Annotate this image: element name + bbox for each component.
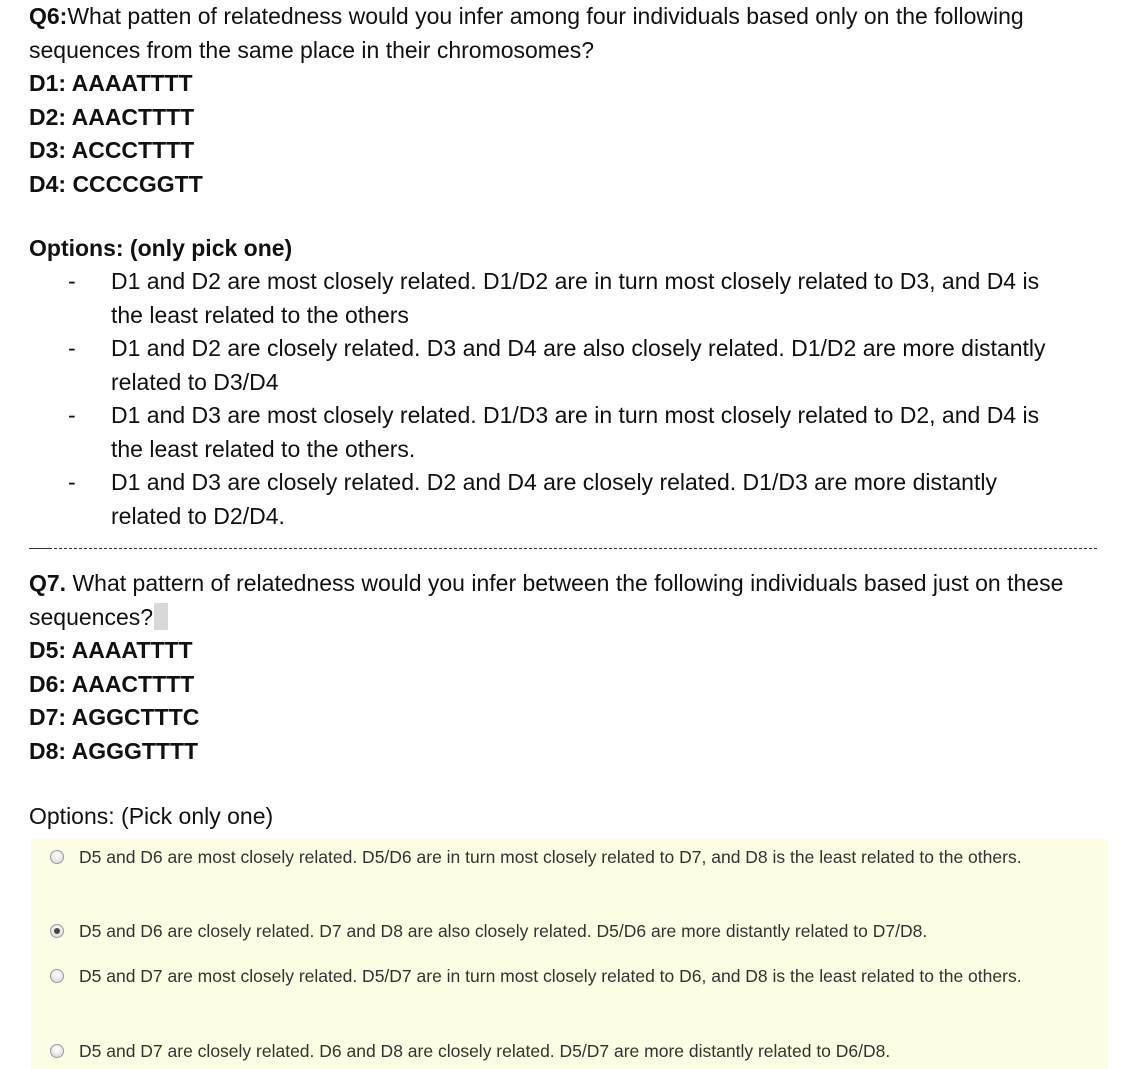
bullet-dash: - (68, 268, 76, 294)
sequence-d8: D8: AGGGTTTT (29, 737, 199, 764)
radio-option-label[interactable]: D5 and D7 are most closely related. D5/D7 are in turn most closely related to D6, and D8 is the least related to the others. (79, 966, 1022, 986)
question-6-body: What patten of relatedness would you infer among four individuals based only on the following sequences from the same place in their chromosomes? (29, 3, 1024, 63)
question-6-options-heading: Options: (only pick one) (29, 235, 293, 261)
radio-option-label[interactable]: D5 and D6 are most closely related. D5/D6 are in turn most closely related to D7, and D8 is the least related to the others. (79, 847, 1022, 867)
question-6-options-list (68, 265, 1068, 533)
sequence-d7: D7: AGGCTTTC (29, 704, 200, 730)
radio-button[interactable] (50, 850, 64, 864)
question-6 (29, 0, 1111, 201)
bullet-dash: - (68, 402, 76, 428)
question-6-text (29, 0, 1111, 67)
sequence-d6: D6: AAACTTTT (29, 670, 195, 697)
sequence-d4: D4: CCCCGGTT (29, 170, 203, 197)
text-cursor-highlight (154, 603, 168, 630)
question-6-number: Q6: (29, 3, 68, 29)
question-6-option (68, 332, 1068, 399)
question-7 (29, 567, 1111, 768)
question-6-option (68, 466, 1068, 533)
question-7-options-heading: Options: (Pick only one) (29, 803, 274, 829)
bullet-dash: - (68, 335, 76, 361)
sequence-d1: D1: AAAATTTT (29, 70, 193, 96)
section-divider (29, 548, 1097, 549)
question-6-option (68, 399, 1068, 466)
radio-button[interactable] (50, 1044, 64, 1058)
sequence-d3: D3: ACCCTTTT (29, 137, 195, 163)
question-6-option-text: D1 and D3 are most closely related. D1/D3 are in turn most closely related to D2, and D4 is the least related to the others. (111, 402, 1040, 462)
question-6-option (68, 265, 1068, 332)
question-7-text (29, 567, 1111, 634)
radio-option-label[interactable]: D5 and D6 are closely related. D7 and D8 are also closely related. D5/D6 are more distantly related to D7/D8. (79, 921, 928, 941)
bullet-dash: - (68, 469, 76, 495)
sequence-d2: D2: AAACTTTT (29, 103, 195, 130)
radio-button-selected[interactable] (50, 924, 64, 938)
question-6-option-text: D1 and D2 are most closely related. D1/D2 are in turn most closely related to D3, and D4 is the least related to the others (111, 268, 1040, 328)
question-7-number: Q7. (29, 570, 67, 596)
question-6-option-text: D1 and D3 are closely related. D2 and D4 are closely related. D1/D3 are more distantly related to D2/D4. (111, 469, 997, 529)
question-6-option-text: D1 and D2 are closely related. D3 and D4 are also closely related. D1/D2 are more distantly related to D3/D4 (111, 335, 1046, 395)
divider-solid-segment (29, 548, 51, 549)
question-7-radio-group (31, 839, 1108, 1069)
sequence-d5: D5: AAAATTTT (29, 637, 193, 663)
radio-button[interactable] (50, 969, 64, 983)
radio-option-label[interactable]: D5 and D7 are closely related. D6 and D8 are closely related. D5/D7 are more distantly related to D6/D8. (79, 1041, 891, 1061)
question-7-body: What pattern of relatedness would you infer between the following individuals based just on these sequences? (29, 570, 1064, 630)
